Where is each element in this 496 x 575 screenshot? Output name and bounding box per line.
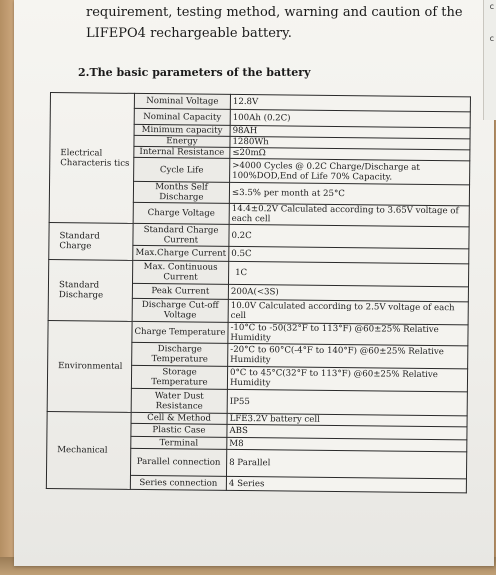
parameter-value-cell: 14.4±0.2V Calculated according to 3.65V voltage of each cell xyxy=(229,203,469,227)
parameter-name-cell: Discharge Cut-off Voltage xyxy=(132,298,228,322)
parameter-name-cell: Energy xyxy=(134,135,230,147)
parameter-value-cell: ≤3.5% per month at 25°C xyxy=(229,182,469,206)
parameter-name-cell: Parallel connection xyxy=(130,448,226,476)
document-page xyxy=(14,0,494,566)
parameter-name-cell: Plastic Case xyxy=(131,423,227,437)
parameter-value-cell: ABS xyxy=(227,424,467,440)
table-row xyxy=(49,222,469,248)
parameter-value-cell: 1C xyxy=(228,261,468,287)
parameter-value-cell: 4 Series xyxy=(226,476,466,493)
parameter-value-cell: 10.0V Calculated according to 2.5V voltage of each cell xyxy=(228,299,468,325)
parameter-name-cell: Discharge Temperature xyxy=(132,342,228,366)
parameter-name-cell: Series connection xyxy=(130,475,226,490)
parameter-value-cell: ≤20mΩ xyxy=(230,147,470,161)
parameter-name-cell: Standard Charge Current xyxy=(133,223,229,246)
parameter-name-cell: Max.Charge Current xyxy=(133,245,229,261)
parameter-name-cell: Max. Continuous Current xyxy=(133,260,229,284)
parameter-value-cell: 0°C to 45°C(32°F to 113°F) @60±25% Relative Humidity xyxy=(227,366,467,392)
parameters-table-body xyxy=(46,93,470,493)
category-cell: Environmental xyxy=(47,320,132,412)
side-letter: c xyxy=(489,2,494,11)
parameter-value-cell: >4000 Cycles @ 0.2C Charge/Discharge at 100%DOD,End of Life 70% Capacity. xyxy=(230,158,470,185)
parameter-name-cell: Storage Temperature xyxy=(131,365,227,389)
parameter-value-cell: 98AH xyxy=(230,125,470,139)
parameter-value-cell: 8 Parallel xyxy=(226,449,466,479)
parameter-name-cell: Nominal Capacity xyxy=(134,108,230,125)
parameter-value-cell: 12.8V xyxy=(230,94,470,112)
category-cell: Mechanical xyxy=(46,411,131,489)
parameter-value-cell: 1280Wh xyxy=(230,136,470,150)
adjacent-page-edge xyxy=(483,0,496,120)
parameter-name-cell: Water Dust Resistance xyxy=(131,388,227,413)
parameter-name-cell: Terminal xyxy=(131,436,227,449)
parameter-value-cell: -20°C to 60°C(-4°F to 140°F) @60±25% Relative Humidity xyxy=(228,343,468,369)
parameter-value-cell: -10°C to -50(32°F to 113°F) @60±25% Relative Humidity xyxy=(228,322,468,346)
parameter-name-cell: Minimum capacity xyxy=(134,124,230,136)
category-cell: Standard Discharge xyxy=(48,259,133,321)
battery-parameters-table xyxy=(46,92,471,493)
side-letter: c xyxy=(489,34,494,43)
parameter-name-cell: Cycle Life xyxy=(134,157,230,182)
section-title: 2.The basic parameters of the battery xyxy=(78,66,311,79)
category-cell: Standard Charge xyxy=(49,222,133,260)
parameter-value-cell: LFE3.2V battery cell xyxy=(227,413,467,427)
parameter-name-cell: Nominal Voltage xyxy=(134,93,230,109)
table-row xyxy=(48,320,468,345)
category-cell: Electrical Characteris tics xyxy=(49,93,134,224)
table-row xyxy=(49,259,469,286)
parameter-value-cell: 200A(<3S) xyxy=(228,284,468,302)
intro-paragraph: requirement, testing method, warning and caution of the LIFEPO4 rechargeable battery. xyxy=(86,5,463,41)
parameter-name-cell: Peak Current xyxy=(132,283,228,299)
parameter-value-cell: 100Ah (0.2C) xyxy=(230,109,470,128)
parameter-value-cell: M8 xyxy=(227,437,467,452)
parameter-name-cell: Internal Resistance xyxy=(134,146,230,158)
parameter-name-cell: Cell & Method xyxy=(131,412,227,424)
parameters-table-container xyxy=(46,92,471,493)
parameter-name-cell: Months Self Discharge xyxy=(133,181,229,203)
parameter-name-cell: Charge Temperature xyxy=(132,321,228,343)
parameter-value-cell: 0.2C xyxy=(229,224,469,249)
parameter-value-cell: 0.5C xyxy=(229,246,469,264)
parameter-value-cell: IP55 xyxy=(227,389,467,416)
parameter-name-cell: Charge Voltage xyxy=(133,202,229,224)
